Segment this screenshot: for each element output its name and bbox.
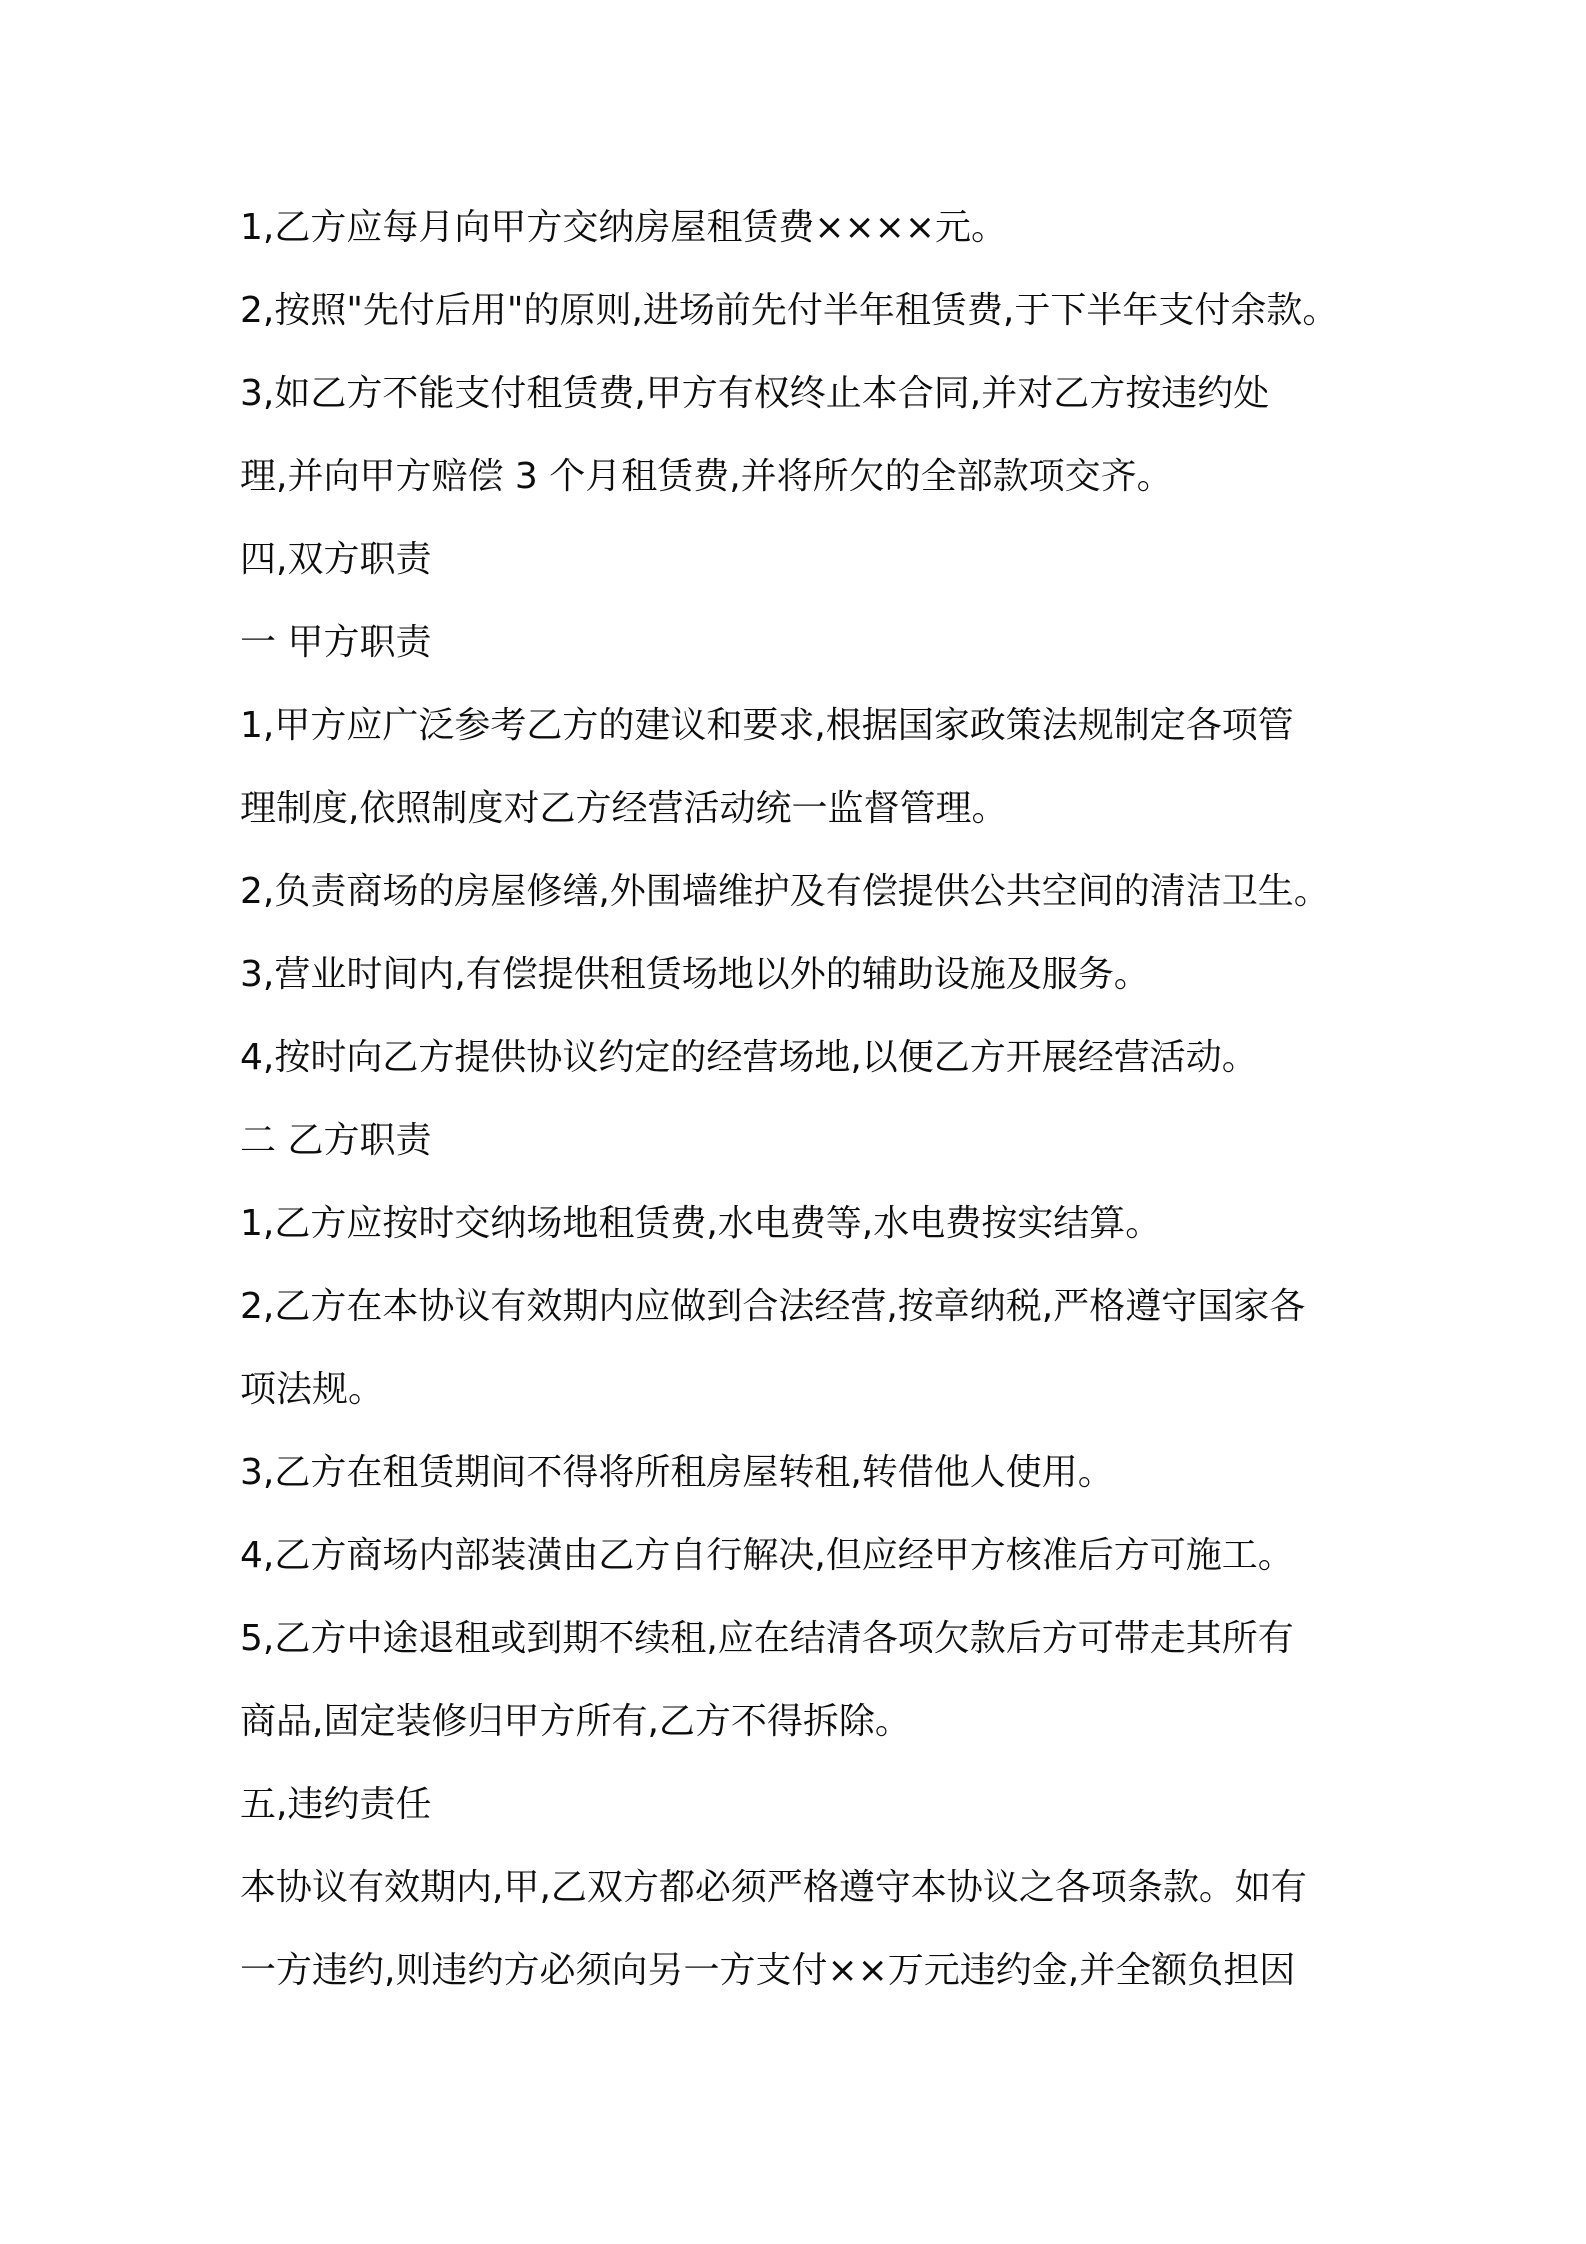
text-line: 项法规。 xyxy=(240,1369,385,1410)
text-line: 5,乙方中途退租或到期不续租,应在结清各项欠款后方可带走其所有 xyxy=(240,1618,1294,1659)
section-heading: 四,双方职责 xyxy=(240,539,432,580)
text-line: 1,甲方应广泛参考乙方的建议和要求,根据国家政策法规制定各项管 xyxy=(240,705,1294,746)
text-line: 4,乙方商场内部装潢由乙方自行解决,但应经甲方核准后方可施工。 xyxy=(240,1535,1294,1576)
subsection-heading: 二 乙方职责 xyxy=(240,1120,432,1161)
text-line: 2,按照"先付后用"的原则,进场前先付半年租赁费,于下半年支付余款。 xyxy=(240,290,1339,331)
text-line: 3,营业时间内,有偿提供租赁场地以外的辅助设施及服务。 xyxy=(240,954,1150,995)
text-line: 2,负责商场的房屋修缮,外围墙维护及有偿提供公共空间的清洁卫生。 xyxy=(240,871,1330,912)
text-line: 3,如乙方不能支付租赁费,甲方有权终止本合同,并对乙方按违约处 xyxy=(240,373,1270,414)
text-line: 1,乙方应每月向甲方交纳房屋租赁费××××元。 xyxy=(240,207,1008,248)
text-line: 1,乙方应按时交纳场地租赁费,水电费等,水电费按实结算。 xyxy=(240,1203,1162,1244)
subsection-heading: 一 甲方职责 xyxy=(240,622,432,663)
section-heading: 五,违约责任 xyxy=(240,1784,432,1825)
text-line: 本协议有效期内,甲,乙双方都必须严格遵守本协议之各项条款。如有 xyxy=(240,1867,1307,1908)
text-line: 商品,固定装修归甲方所有,乙方不得拆除。 xyxy=(240,1701,911,1742)
text-line: 理,并向甲方赔偿 3 个月租赁费,并将所欠的全部款项交齐。 xyxy=(240,456,1173,497)
text-line: 一方违约,则违约方必须向另一方支付××万元违约金,并全额负担因 xyxy=(240,1950,1296,1991)
text-line: 3,乙方在租赁期间不得将所租房屋转租,转借他人使用。 xyxy=(240,1452,1114,1493)
text-line: 2,乙方在本协议有效期内应做到合法经营,按章纳税,严格遵守国家各 xyxy=(240,1286,1306,1327)
text-line: 4,按时向乙方提供协议约定的经营场地,以便乙方开展经营活动。 xyxy=(240,1037,1258,1078)
text-line: 理制度,依照制度对乙方经营活动统一监督管理。 xyxy=(240,788,1008,829)
